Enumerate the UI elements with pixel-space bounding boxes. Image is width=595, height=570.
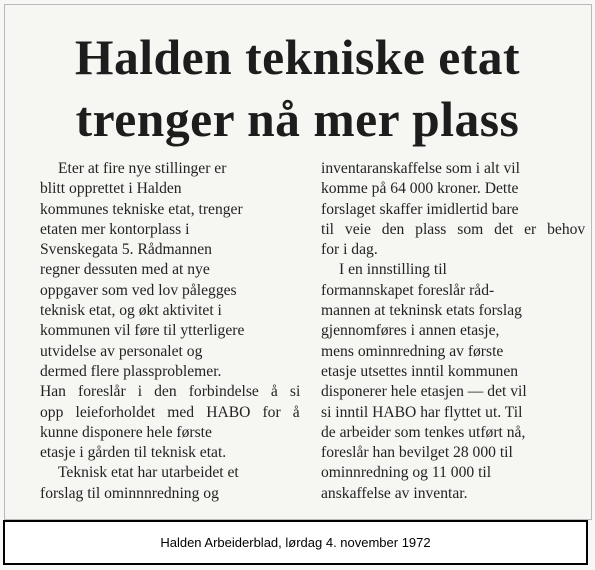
article-line: Svenskegata 5. Rådmannen	[40, 241, 212, 259]
article-line: Teknisk etat har utarbeidet et	[58, 464, 239, 482]
article-line: Han foreslår i den forbindelse å si	[40, 383, 301, 401]
article-line: komme på 64 000 kroner. Dette	[321, 180, 519, 198]
article-line: opp leieforholdet med HABO for å	[40, 403, 300, 421]
headline-line-1: Halden tekniske etat	[74, 29, 521, 85]
article-line: regner dessuten med at nye	[40, 261, 210, 279]
article-line: til veie den plass som det er behov	[321, 220, 586, 238]
article-line: mens ominnredning av første	[321, 342, 504, 360]
article-line: inventaranskaffelse som i alt vil	[321, 160, 520, 177]
source-caption: Halden Arbeiderblad, lørdag 4. november 1972	[160, 535, 431, 550]
article-line: etasje utsettes inntil kommunen	[321, 362, 519, 380]
article-line: etasje i gården til teknisk etat.	[40, 444, 227, 462]
article-line: oppgaver som ved lov pålegges	[40, 281, 237, 299]
article-line: disponerer hele etasjen — det vil	[321, 383, 527, 401]
article-line: kunne disponere hele første	[40, 423, 212, 441]
article-line: teknisk etat, og økt aktivitet i	[40, 302, 222, 320]
article-line: formannskapet foreslår råd-	[321, 281, 495, 299]
article-column-right	[321, 159, 585, 504]
article-line: dermed flere plassproblemer.	[40, 362, 222, 380]
source-caption-box	[3, 520, 588, 565]
article-line: I en innstilling til	[339, 261, 447, 279]
article-line: gjennomføres i annen etasje,	[321, 322, 500, 340]
article-line: utvidelse av personalet og	[40, 342, 203, 360]
article-line: forslaget skaffer imidlertid bare	[321, 200, 519, 218]
article-column-left	[40, 159, 300, 504]
article-line: for i dag.	[321, 241, 378, 259]
headline-line-2: trenger nå mer plass	[75, 91, 520, 147]
article-line: ominnredning og 11 000 til	[321, 464, 492, 482]
article-line: de arbeider som tenkes utført nå,	[321, 423, 526, 441]
article-line: kommunes tekniske etat, trenger	[40, 200, 243, 218]
article-line: foreslår han bevilget 28 000 til	[321, 444, 513, 462]
article-line: Eter at fire nye stillinger er	[58, 160, 227, 177]
article-line: mannen at tekninsk etats forslag	[321, 302, 522, 320]
article-line: blitt opprettet i Halden	[40, 180, 182, 198]
article-line: forslag til ominnnredning og	[40, 484, 219, 502]
article-line: kommunen vil føre til ytterligere	[40, 322, 245, 340]
article-line: etaten mer kontorplass i	[40, 220, 190, 238]
article-line: anskaffelse av inventar.	[321, 484, 468, 502]
article-line: si inntil HABO har flyttet ut. Til	[321, 403, 523, 421]
